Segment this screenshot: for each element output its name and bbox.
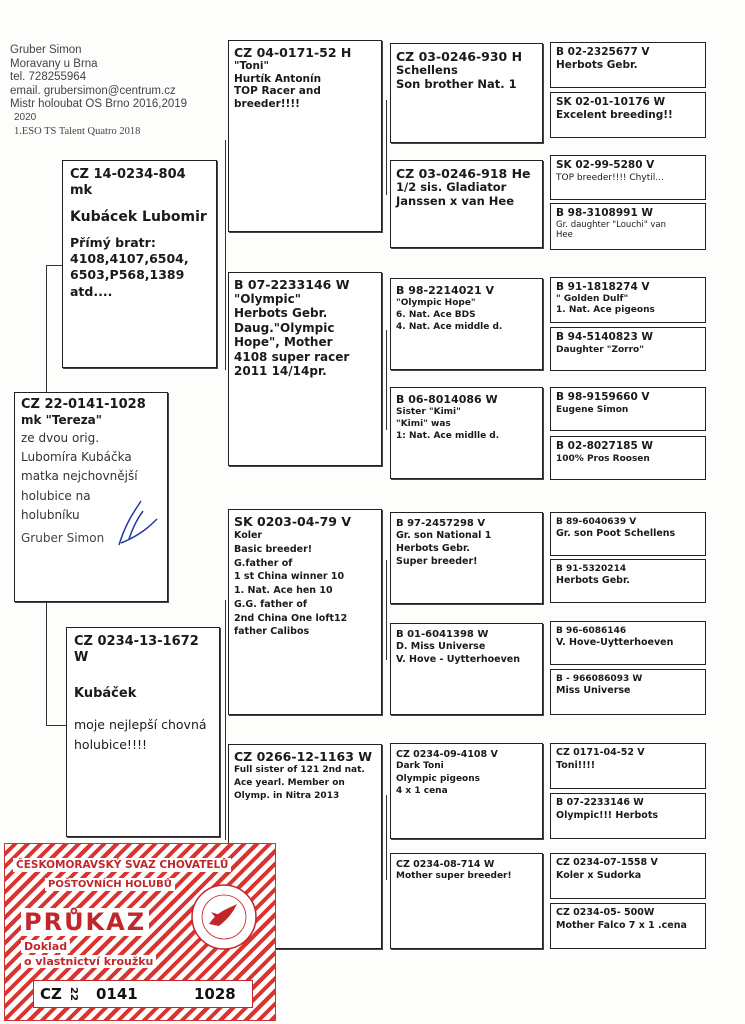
subject-signature: Gruber Simon bbox=[21, 530, 105, 545]
ancestor-text: Sister "Kimi" "Kimi" was 1: Nat. Ace midlle d. bbox=[396, 407, 500, 442]
bracket-g2a bbox=[386, 100, 387, 195]
g4-text: Daughter "Zorro" bbox=[556, 344, 644, 355]
ancestor-g4-card bbox=[550, 277, 706, 323]
bracket-subject-bottom bbox=[46, 725, 68, 726]
ancestor-ring: CZ 0234-08-714 W bbox=[396, 859, 495, 870]
card-org-line2: POŠTOVNÍCH HOLUBŮ bbox=[45, 878, 175, 891]
ancestor-g4-card bbox=[550, 387, 706, 431]
ancestor-g4-card bbox=[550, 436, 706, 480]
gp-text: Koler Basic breeder! G.father of 1 st China winner 10 1. Nat. Ace hen 10 G.G. father of 2nd China One loft12 father Calibos bbox=[234, 530, 348, 638]
ancestor-card bbox=[390, 853, 543, 949]
card-subtitle2: o vlastnictví kroužku bbox=[21, 955, 156, 968]
g4-text: Herbots Gebr. bbox=[556, 575, 630, 587]
owner-title: Mistr holoubat OS Brno 2016,2019 bbox=[10, 98, 188, 111]
g4-text: Olympic!!! Herbots bbox=[556, 809, 659, 821]
ancestor-g4-card bbox=[550, 669, 706, 715]
g4-text: TOP breeder!!!! Chytil... bbox=[556, 172, 664, 183]
ancestor-text: D. Miss Universe V. Hove - Uytterhoeven bbox=[396, 641, 520, 665]
g4-ring: B 02-2325677 V bbox=[556, 46, 650, 58]
ancestor-g4-card bbox=[550, 793, 706, 839]
subject-sex-name: mk "Tereza" bbox=[21, 412, 103, 427]
father-card bbox=[62, 160, 217, 368]
g4-ring: B 02-8027185 W bbox=[556, 440, 654, 452]
gp-ring: CZ 0266-12-1163 W bbox=[234, 749, 373, 764]
union-seal-icon bbox=[189, 882, 259, 952]
ancestor-g4-card bbox=[550, 853, 706, 899]
ancestor-card bbox=[390, 387, 543, 479]
g4-text: Toni!!!! bbox=[556, 759, 596, 771]
ancestor-g4-card bbox=[550, 155, 706, 200]
g4-ring: SK 02-99-5280 V bbox=[556, 159, 655, 171]
mother-card bbox=[66, 627, 220, 837]
mother-name: Kubáček bbox=[74, 686, 137, 702]
ancestor-ring: B 97-2457298 V bbox=[396, 518, 486, 529]
ancestor-text: 1/2 sis. Gladiator Janssen x van Hee bbox=[396, 180, 514, 208]
subject-note: ze dvou orig. Lubomíra Kubáčka matka nejchovnější holubice na holubníku bbox=[21, 430, 138, 522]
ancestor-g4-card bbox=[550, 327, 706, 371]
card-country: CZ bbox=[40, 985, 62, 1003]
g4-ring: B 07-2233146 W bbox=[556, 797, 644, 808]
g4-text: 100% Pros Roosen bbox=[556, 453, 650, 464]
g4-ring: CZ 0234-07-1558 V bbox=[556, 857, 658, 868]
ancestor-ring: B 98-2214021 V bbox=[396, 284, 495, 297]
gp-text: "Toni" Hurtík Antonín TOP Racer and breeder!!!! bbox=[234, 60, 322, 110]
bracket-subject bbox=[46, 265, 47, 400]
card-year: 22 bbox=[68, 987, 79, 1001]
bracket-g2c bbox=[386, 560, 387, 660]
g4-text: Eugene Simon bbox=[556, 404, 629, 415]
g4-ring: CZ 0171-04-52 V bbox=[556, 747, 645, 758]
g4-ring: B 89-6040639 V bbox=[556, 517, 637, 527]
g4-ring: SK 02-01-10176 W bbox=[556, 96, 666, 108]
g4-text: Mother Falco 7 x 1 .cena bbox=[556, 919, 687, 931]
ancestor-ring: CZ 03-0246-918 He bbox=[396, 166, 531, 181]
g4-text: Koler x Sudorka bbox=[556, 869, 642, 881]
owner-award: 1.ESO TS Talent Quatro 2018 bbox=[14, 125, 141, 137]
g4-text: Miss Universe bbox=[556, 685, 631, 697]
gp-text: Full sister of 121 2nd nat. Ace yearl. Member on Olymp. in Nitra 2013 bbox=[234, 765, 365, 802]
bracket-g2b bbox=[386, 330, 387, 430]
subject-ring: CZ 22-0141-1028 bbox=[21, 397, 146, 412]
g4-text: Excelent breeding!! bbox=[556, 108, 673, 121]
g4-ring: CZ 0234-05- 500W bbox=[556, 907, 655, 918]
grandparent-card bbox=[228, 40, 382, 232]
father-note: Přímý bratr: 4108,4107,6504, 6503,P568,1389 atd.... bbox=[70, 234, 189, 299]
ancestor-g4-card bbox=[550, 512, 706, 556]
ancestor-g4-card bbox=[550, 621, 706, 665]
mother-note: moje nejlepší chovná holubice!!!! bbox=[74, 716, 207, 752]
ancestor-text: Mother super breeder! bbox=[396, 871, 512, 882]
gp-ring: SK 0203-04-79 V bbox=[234, 514, 352, 529]
g4-text: V. Hove-Uytterhoeven bbox=[556, 637, 674, 649]
ancestor-g4-card bbox=[550, 903, 706, 949]
card-number-panel bbox=[33, 980, 253, 1008]
gp-ring: CZ 04-0171-52 H bbox=[234, 45, 352, 60]
owner-header bbox=[10, 44, 230, 138]
card-title: PRŮKAZ bbox=[21, 908, 149, 936]
ancestor-card bbox=[390, 743, 543, 839]
card-org-line1: ČESKOMORAVSKÝ SVAZ CHOVATELŮ bbox=[13, 858, 231, 872]
ancestor-ring: CZ 03-0246-930 H bbox=[396, 49, 523, 64]
g4-ring: B 98-9159660 V bbox=[556, 391, 650, 403]
ancestor-g4-card bbox=[550, 42, 706, 88]
g4-ring: B 91-5320214 bbox=[556, 564, 627, 574]
g4-ring: B - 966086093 W bbox=[556, 674, 643, 684]
g4-text: Gr. daughter "Louchi" van Hee bbox=[556, 219, 666, 241]
signature-scribble-icon bbox=[111, 495, 161, 555]
ancestor-g4-card bbox=[550, 203, 706, 250]
bracket-subject-low bbox=[46, 600, 47, 725]
ancestor-card bbox=[390, 43, 543, 143]
card-number1: 0141 bbox=[96, 985, 138, 1003]
ancestor-g4-card bbox=[550, 92, 706, 138]
bracket-g2d bbox=[386, 795, 387, 880]
g4-ring: B 91-1818274 V bbox=[556, 281, 650, 293]
owner-title-year: 2020 bbox=[14, 111, 37, 123]
g4-text: " Golden Dulf" 1. Nat. Ace pigeons bbox=[556, 293, 655, 315]
grandparent-card bbox=[228, 509, 382, 715]
ring-ownership-card bbox=[4, 843, 276, 1021]
ancestor-ring: CZ 0234-09-4108 V bbox=[396, 749, 498, 760]
g4-text: Gr. son Poot Schellens bbox=[556, 528, 676, 540]
g4-ring: B 94-5140823 W bbox=[556, 331, 654, 343]
card-subtitle1: Doklad bbox=[21, 940, 70, 953]
father-ring: CZ 14-0234-804 mk bbox=[70, 167, 186, 198]
ancestor-g4-card bbox=[550, 743, 706, 789]
ancestor-card bbox=[390, 160, 543, 248]
g4-ring: B 96-6086146 bbox=[556, 626, 627, 636]
owner-email: email. grubersimon@centrum.cz bbox=[10, 84, 176, 97]
gp-text: "Olympic" Herbots Gebr. Daug."Olympic Hope", Mother 4108 super racer 2011 14/14pr. bbox=[234, 292, 350, 378]
card-number2: 1028 bbox=[194, 985, 236, 1003]
subject-card bbox=[14, 392, 168, 602]
ancestor-card bbox=[390, 278, 543, 370]
ancestor-card bbox=[390, 512, 543, 604]
owner-address: Moravany u Brna bbox=[10, 57, 98, 70]
ancestor-card bbox=[390, 623, 543, 715]
ancestor-text: Schellens Son brother Nat. 1 bbox=[396, 63, 517, 91]
ancestor-text: Dark Toni Olympic pigeons 4 x 1 cena bbox=[396, 761, 480, 796]
g4-ring: B 98-3108991 W bbox=[556, 207, 654, 219]
ancestor-text: Gr. son National 1 Herbots Gebr. Super breeder! bbox=[396, 530, 492, 567]
gp-ring: B 07-2233146 W bbox=[234, 277, 350, 292]
mother-ring: CZ 0234-13-1672 W bbox=[74, 634, 199, 665]
owner-phone: tel. 728255964 bbox=[10, 71, 87, 84]
ancestor-text: "Olympic Hope" 6. Nat. Ace BDS 4. Nat. Ace middle d. bbox=[396, 298, 503, 333]
bracket-father bbox=[225, 140, 226, 370]
owner-name: Gruber Simon bbox=[10, 44, 82, 56]
grandparent-card bbox=[228, 272, 382, 466]
ancestor-ring: B 01-6041398 W bbox=[396, 629, 489, 640]
ancestor-ring: B 06-8014086 W bbox=[396, 393, 498, 406]
ancestor-g4-card bbox=[550, 559, 706, 603]
g4-text: Herbots Gebr. bbox=[556, 58, 638, 71]
father-name: Kubácek Lubomir bbox=[70, 209, 207, 226]
bracket-mother bbox=[225, 600, 226, 840]
